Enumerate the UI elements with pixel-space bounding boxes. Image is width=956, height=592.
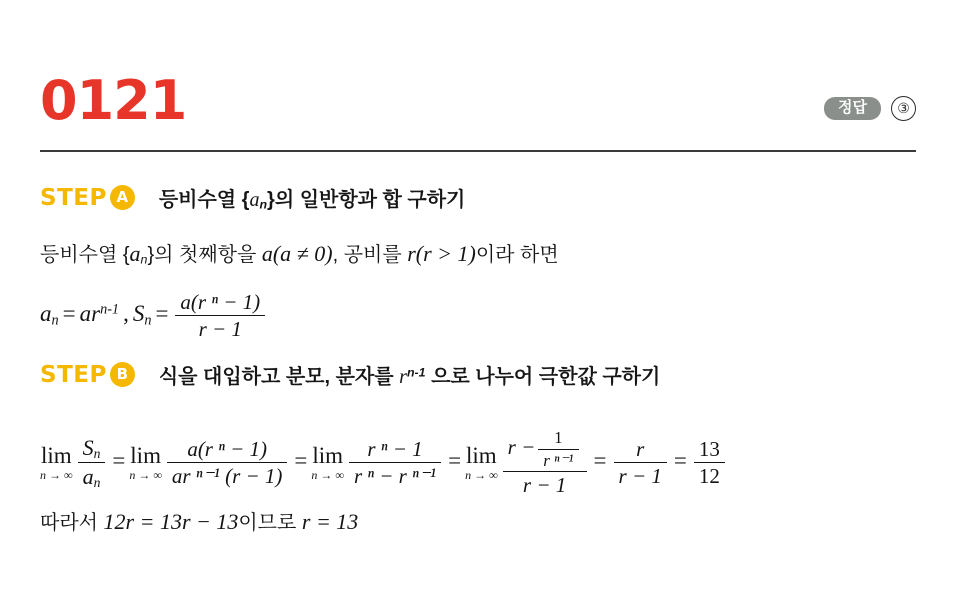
formula-general-term: $a_n = ar^{n-1}$ , $S_n$ = $\frac{\text{a(r ⁿ − 1)}}{r - 1}$ — [40, 290, 268, 342]
sum-fraction: $\frac{\text{a(r ⁿ − 1)}}{r - 1}$ — [175, 290, 265, 342]
fraction-term-4: r − $\frac{1}{\text{r ⁿ⁻¹}}$ r − 1 — [503, 428, 587, 498]
nested-fraction: $\frac{1}{\text{r ⁿ⁻¹}}$ — [538, 428, 578, 470]
body-line-1: 등비수열 $\{a_n\}$의 첫째항을 a(a ≠ 0), 공비를 r(r > 1)이라 하면 — [40, 241, 559, 267]
step-b-badge: B — [110, 362, 135, 387]
step-b-heading — [40, 360, 660, 389]
fraction-term-2: $\frac{\text{a(r ⁿ − 1)}}{\text{ar ⁿ⁻¹ (r − 1)}}$ — [167, 437, 288, 489]
step-a-title: 등비수열 $\{a_n\}$의 일반항과 합 구하기 — [158, 189, 466, 212]
step-a-badge: A — [110, 185, 135, 210]
step-b-title: 식을 대입하고 분모, 분자를 $r^{n-1}$ 으로 나누어 극한값 구하기 — [158, 365, 661, 388]
step-a-word: STEP — [40, 184, 107, 211]
step-b-word: STEP — [40, 361, 107, 388]
conclusion-line: 따라서 12r = 13r − 13이므로 r = 13 — [40, 509, 359, 534]
limit-chain: lim n → ∞ $\frac{S_n}{a_n}$ = lim n → ∞ $\frac{\text{a(r ⁿ − 1)}}{\text{ar ⁿ⁻¹ (r − 1)}}$ = lim n → ∞ $\frac{\text{r ⁿ − 1}}{\text{r ⁿ − r ⁿ⁻¹}}$ = lim n → ∞ r − $\frac{1}{\text{r ⁿ⁻¹}}$ r − 1 = $\frac{r}{r - 1}$ = $\frac{13}{12}$ — [40, 428, 728, 498]
step-a-heading — [40, 183, 465, 212]
limit-op-2: lim n → ∞ — [129, 442, 162, 482]
fraction-term-5: $\frac{r}{r - 1}$ — [614, 437, 667, 489]
limit-op-3: lim n → ∞ — [311, 442, 344, 482]
limit-op-4: lim n → ∞ — [465, 442, 498, 482]
fraction-result: $\frac{13}{12}$ — [694, 437, 725, 489]
fraction-term-3: $\frac{\text{r ⁿ − 1}}{\text{r ⁿ − r ⁿ⁻¹}}$ — [349, 437, 441, 489]
header — [40, 69, 916, 146]
problem-number: 0121 — [40, 69, 187, 132]
answer-label: 정답 — [824, 97, 881, 121]
fraction-sn-an: $\frac{S_n}{a_n}$ — [78, 435, 106, 492]
limit-op-1: lim n → ∞ — [40, 442, 73, 482]
answer-group — [824, 96, 916, 121]
answer-choice: ③ — [891, 96, 916, 121]
header-divider — [40, 150, 916, 152]
